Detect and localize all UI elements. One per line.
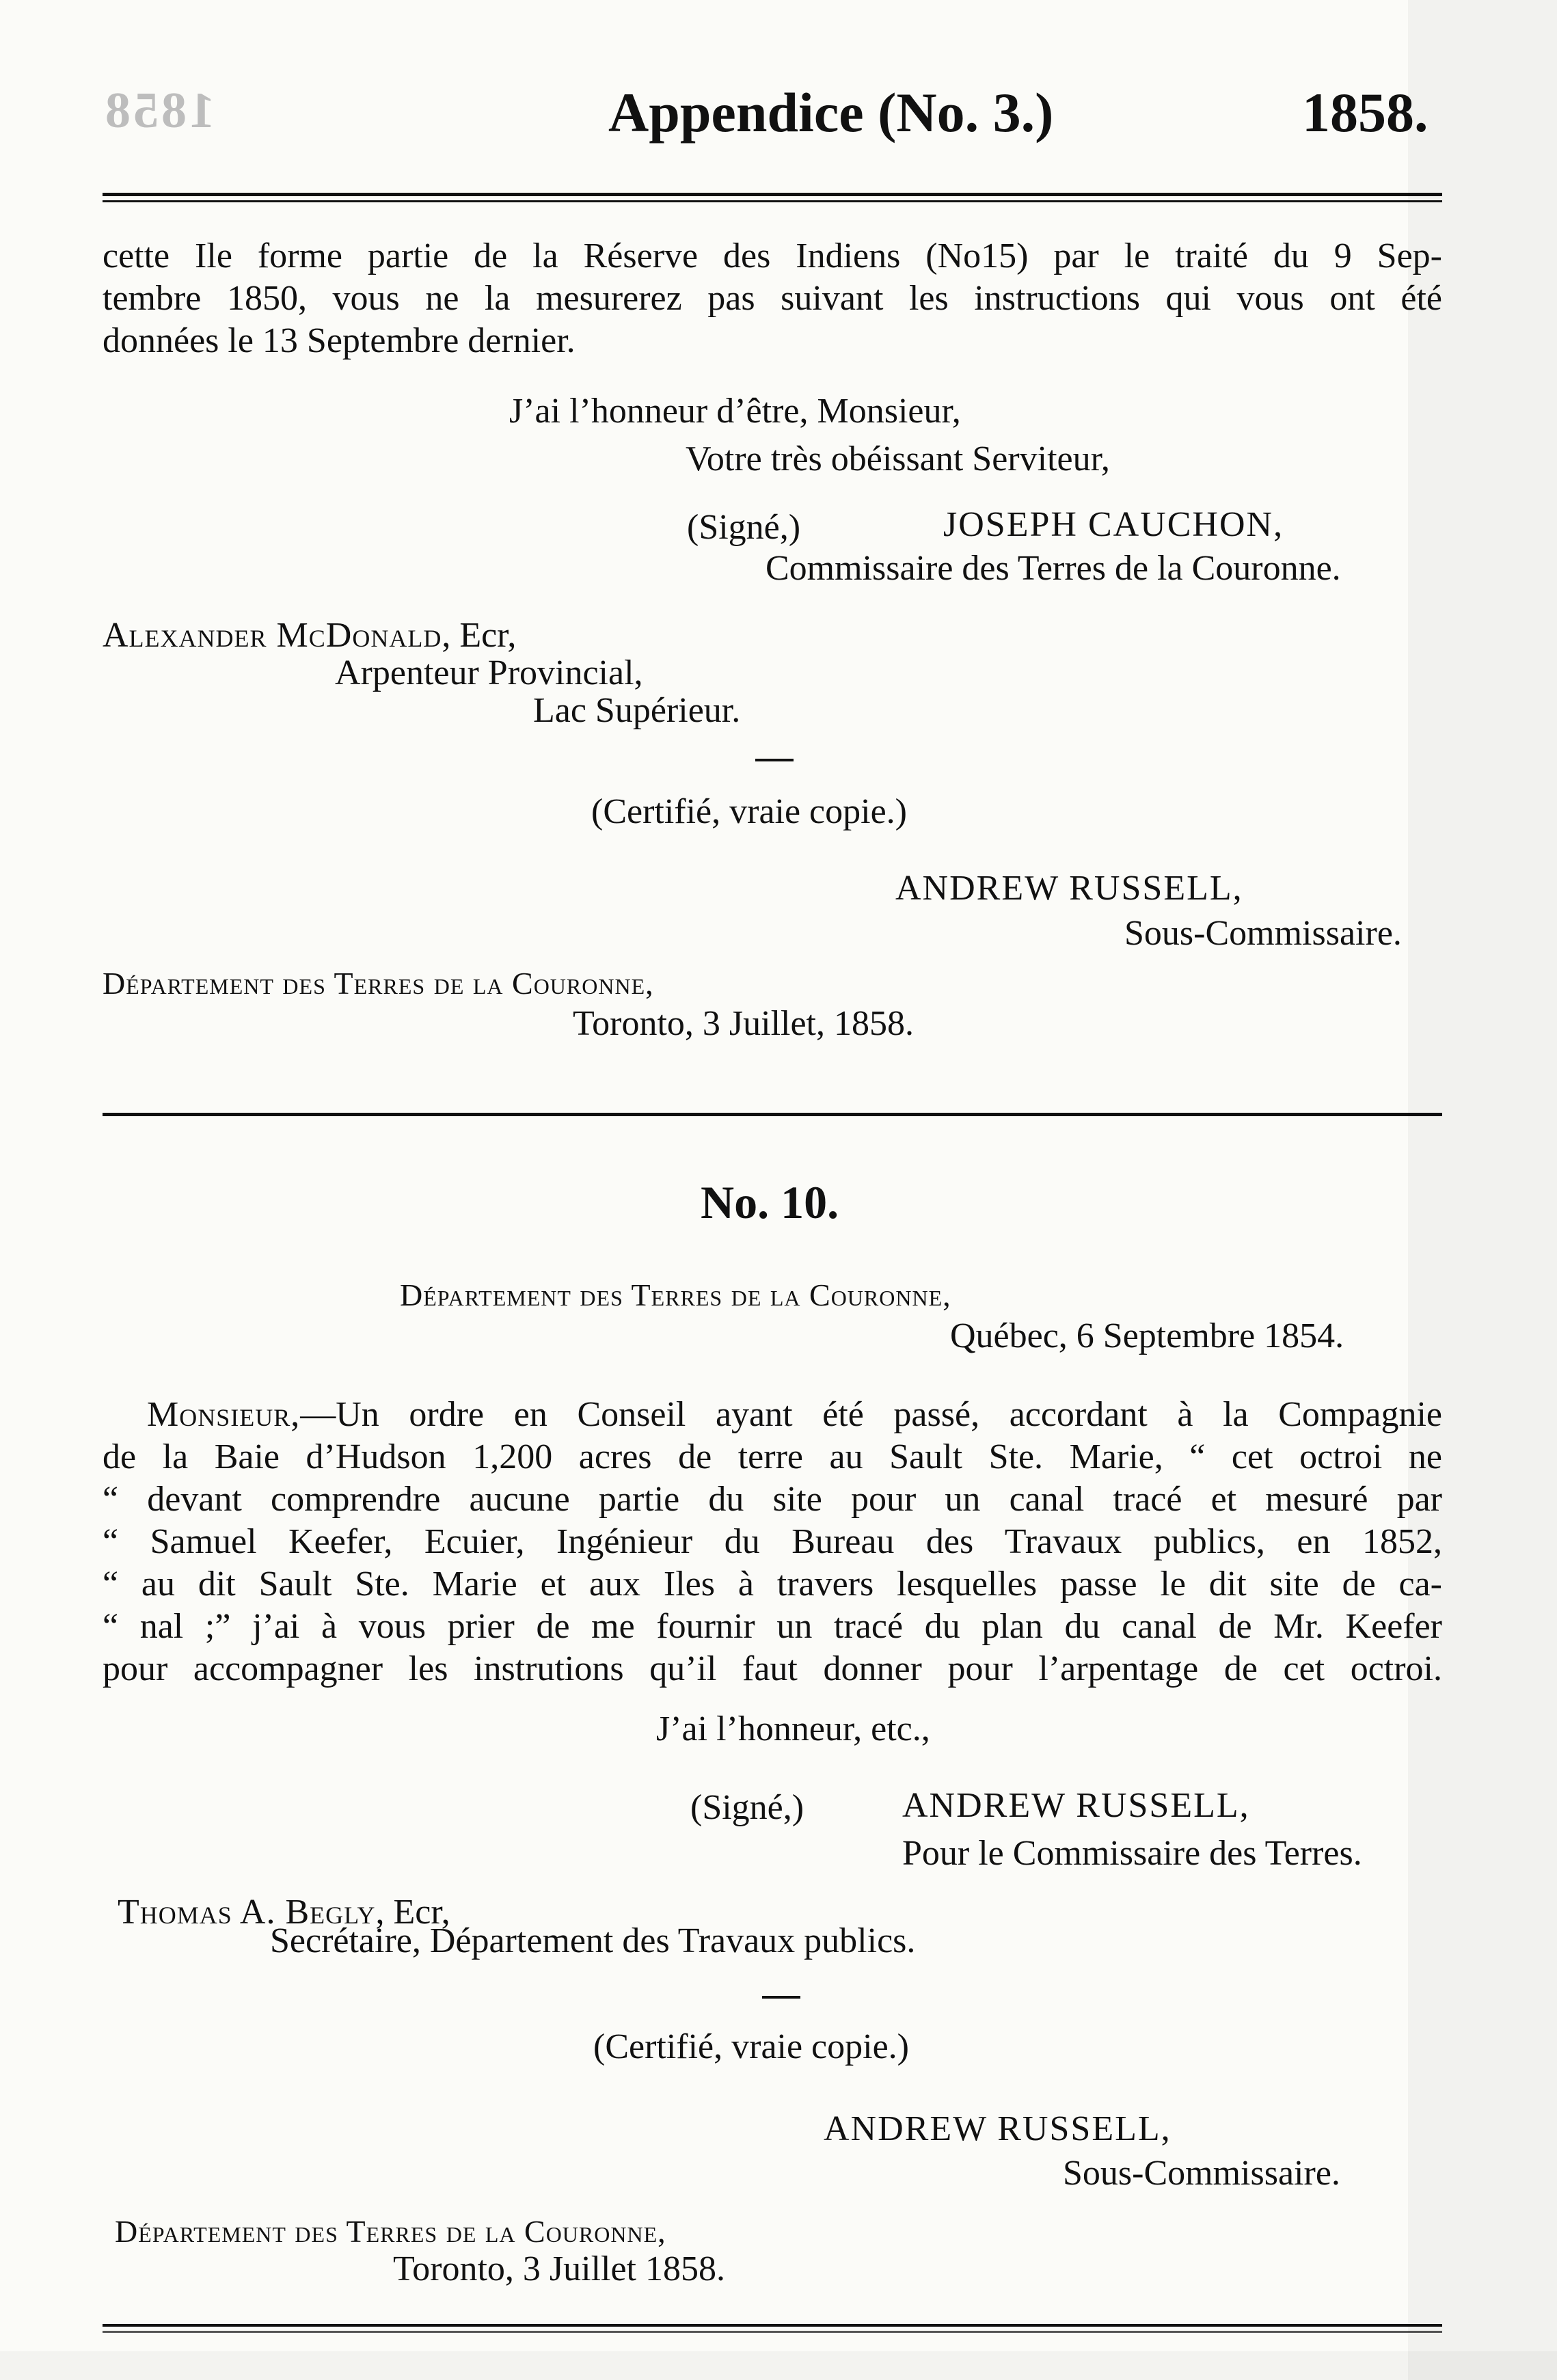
body-line xyxy=(147,1394,1442,1435)
department-heading: Département des Terres de la Couronne, xyxy=(400,1277,951,1312)
addressee-line3: Lac Supérieur. xyxy=(533,691,741,730)
addressee-line2: Secrétaire, Département des Travaux publics. xyxy=(270,1921,916,1960)
salutation: Monsieur, xyxy=(147,1395,301,1434)
body-line: cette Ile forme partie de la Réserve des Indiens (No15) par le traité du 9 Sep- xyxy=(103,236,1442,275)
addressee-name: Thomas A. Begly xyxy=(118,1893,376,1932)
body-first-line: —Un ordre en Conseil ayant été passé, accordant à la Compagnie xyxy=(300,1395,1442,1434)
mirrored-year-bleedthrough: 1858 xyxy=(103,83,215,139)
signed-label: (Signé,) xyxy=(690,1788,804,1827)
body-line: “ Samuel Keefer, Ecuier, Ingénieur du Bureau des Travaux publics, en 1852, xyxy=(103,1522,1442,1561)
separator-dash xyxy=(755,759,794,761)
body-line: “ au dit Sault Ste. Marie et aux Iles à travers lesquelles passe le dit site de ca- xyxy=(103,1565,1442,1604)
cert-signer: ANDREW RUSSELL, xyxy=(895,869,1243,908)
place-date-heading: Québec, 6 Septembre 1854. xyxy=(950,1316,1344,1355)
section-rule xyxy=(103,1113,1442,1116)
place-date: Toronto, 3 Juillet 1858. xyxy=(393,2249,726,2288)
closing-line-2: Votre très obéissant Serviteur, xyxy=(686,440,1110,478)
body-line: données le 13 Septembre dernier. xyxy=(103,321,576,360)
page-year: 1858. xyxy=(1302,81,1429,144)
signed-label: (Signé,) xyxy=(687,508,801,547)
certified-note: (Certifié, vraie copie.) xyxy=(593,2027,909,2066)
closing-line: J’ai l’honneur, etc., xyxy=(656,1709,930,1748)
page-title: Appendice (No. 3.) xyxy=(608,81,1054,144)
signer-title: Commissaire des Terres de la Couronne. xyxy=(766,549,1341,588)
body-line: “ devant comprendre aucune partie du site pour un canal tracé et mesuré par xyxy=(103,1480,1442,1519)
department: Département des Terres de la Couronne, xyxy=(115,2214,666,2249)
header-rule xyxy=(103,193,1442,205)
scan-noise xyxy=(0,2351,1557,2380)
addressee xyxy=(103,615,516,655)
body-line: tembre 1850, vous ne la mesurerez pas suivant les instructions qui vous ont été xyxy=(103,279,1442,318)
addressee-name: Alexander McDonald xyxy=(103,616,442,655)
addressee-suffix: , Ecr, xyxy=(375,1893,450,1932)
cert-signer: ANDREW RUSSELL, xyxy=(824,2109,1172,2148)
signer-name: ANDREW RUSSELL, xyxy=(902,1786,1250,1825)
footer-rule xyxy=(103,2324,1442,2336)
department: Département des Terres de la Couronne, xyxy=(103,966,654,1001)
cert-title: Sous-Commissaire. xyxy=(1124,914,1402,953)
signer-title: Pour le Commissaire des Terres. xyxy=(902,1834,1362,1873)
separator-dash xyxy=(762,1996,800,1999)
certified-note: (Certifié, vraie copie.) xyxy=(591,792,907,831)
scan-noise xyxy=(1408,0,1557,2380)
addressee-suffix: , Ecr, xyxy=(442,616,517,655)
addressee-line2: Arpenteur Provincial, xyxy=(335,653,643,692)
closing-line-1: J’ai l’honneur d’être, Monsieur, xyxy=(509,392,961,431)
body-line: pour accompagner les instrutions qu’il faut donner pour l’arpentage de cet octroi. xyxy=(103,1649,1442,1688)
body-line: de la Baie d’Hudson 1,200 acres de terre au Sault Ste. Marie, “ cet octroi ne xyxy=(103,1437,1442,1476)
body-line: “ nal ;” j’ai à vous prier de me fournir un tracé du plan du canal de Mr. Keefer xyxy=(103,1607,1442,1646)
place-date: Toronto, 3 Juillet, 1858. xyxy=(573,1004,915,1043)
document-number: No. 10. xyxy=(701,1176,839,1228)
signer-name: JOSEPH CAUCHON, xyxy=(943,505,1284,544)
cert-title: Sous-Commissaire. xyxy=(1063,2154,1340,2193)
